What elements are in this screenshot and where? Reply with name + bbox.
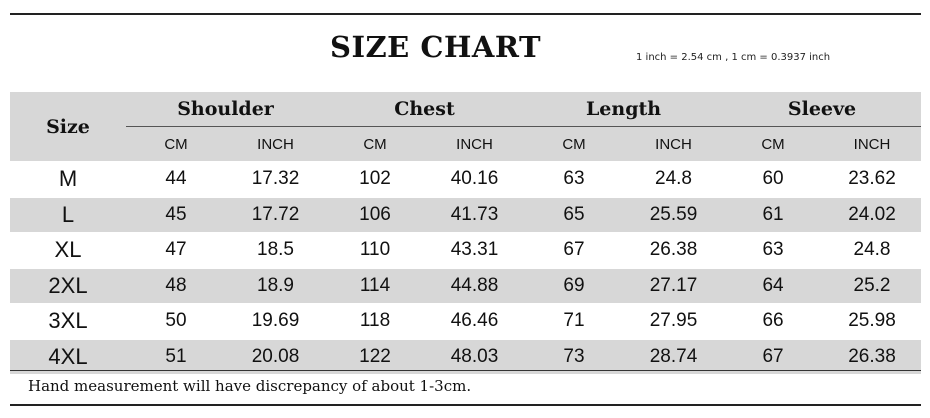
value-cell: 64 [723, 268, 823, 304]
bottom-rule [10, 404, 921, 406]
value-cell: 66 [723, 304, 823, 340]
conversion-note: 1 inch = 2.54 cm , 1 cm = 0.3937 inch [636, 52, 831, 63]
table-row [10, 339, 921, 374]
value-cell: 44 [126, 162, 226, 198]
unit-header: INCH [823, 127, 921, 162]
value-cell: 61 [723, 197, 823, 233]
size-table [10, 92, 921, 374]
size-cell: M [10, 162, 126, 198]
value-cell: 47 [126, 233, 226, 269]
value-cell: 17.32 [226, 162, 325, 198]
value-cell: 45 [126, 197, 226, 233]
value-cell: 50 [126, 304, 226, 340]
table-row [10, 162, 921, 198]
size-cell: 4XL [10, 339, 126, 374]
value-cell: 24.02 [823, 197, 921, 233]
page-title: SIZE CHART [330, 30, 542, 64]
value-cell: 24.8 [823, 233, 921, 269]
value-cell: 27.17 [624, 268, 723, 304]
unit-header: INCH [226, 127, 325, 162]
size-cell: L [10, 197, 126, 233]
value-cell: 20.08 [226, 339, 325, 374]
value-cell: 25.59 [624, 197, 723, 233]
value-cell: 26.38 [823, 339, 921, 374]
value-cell: 48 [126, 268, 226, 304]
group-header-chest: Chest [325, 92, 524, 127]
header-row-units [10, 127, 921, 162]
value-cell: 27.95 [624, 304, 723, 340]
value-cell: 25.2 [823, 268, 921, 304]
table-row [10, 304, 921, 340]
table-row [10, 268, 921, 304]
unit-header: CM [325, 127, 425, 162]
value-cell: 19.69 [226, 304, 325, 340]
size-cell: 3XL [10, 304, 126, 340]
value-cell: 69 [524, 268, 624, 304]
value-cell: 51 [126, 339, 226, 374]
value-cell: 23.62 [823, 162, 921, 198]
group-header-length: Length [524, 92, 723, 127]
value-cell: 106 [325, 197, 425, 233]
group-header-shoulder: Shoulder [126, 92, 325, 127]
value-cell: 67 [524, 233, 624, 269]
value-cell: 18.5 [226, 233, 325, 269]
table-row [10, 233, 921, 269]
size-header: Size [10, 92, 126, 162]
value-cell: 114 [325, 268, 425, 304]
value-cell: 122 [325, 339, 425, 374]
unit-header: CM [524, 127, 624, 162]
value-cell: 110 [325, 233, 425, 269]
unit-header: INCH [624, 127, 723, 162]
size-cell: XL [10, 233, 126, 269]
value-cell: 24.8 [624, 162, 723, 198]
footer-divider [10, 370, 921, 371]
size-cell: 2XL [10, 268, 126, 304]
value-cell: 25.98 [823, 304, 921, 340]
unit-header: CM [723, 127, 823, 162]
value-cell: 63 [723, 233, 823, 269]
value-cell: 43.31 [425, 233, 524, 269]
header-row-groups [10, 92, 921, 127]
value-cell: 44.88 [425, 268, 524, 304]
value-cell: 71 [524, 304, 624, 340]
value-cell: 60 [723, 162, 823, 198]
value-cell: 67 [723, 339, 823, 374]
value-cell: 17.72 [226, 197, 325, 233]
value-cell: 63 [524, 162, 624, 198]
value-cell: 28.74 [624, 339, 723, 374]
value-cell: 40.16 [425, 162, 524, 198]
value-cell: 48.03 [425, 339, 524, 374]
value-cell: 18.9 [226, 268, 325, 304]
value-cell: 26.38 [624, 233, 723, 269]
value-cell: 41.73 [425, 197, 524, 233]
value-cell: 118 [325, 304, 425, 340]
unit-header: CM [126, 127, 226, 162]
value-cell: 102 [325, 162, 425, 198]
footer-note: Hand measurement will have discrepancy of about 1-3cm. [28, 377, 472, 395]
value-cell: 73 [524, 339, 624, 374]
unit-header: INCH [425, 127, 524, 162]
value-cell: 65 [524, 197, 624, 233]
top-rule [10, 13, 921, 15]
table-row [10, 197, 921, 233]
value-cell: 46.46 [425, 304, 524, 340]
group-header-sleeve: Sleeve [723, 92, 921, 127]
